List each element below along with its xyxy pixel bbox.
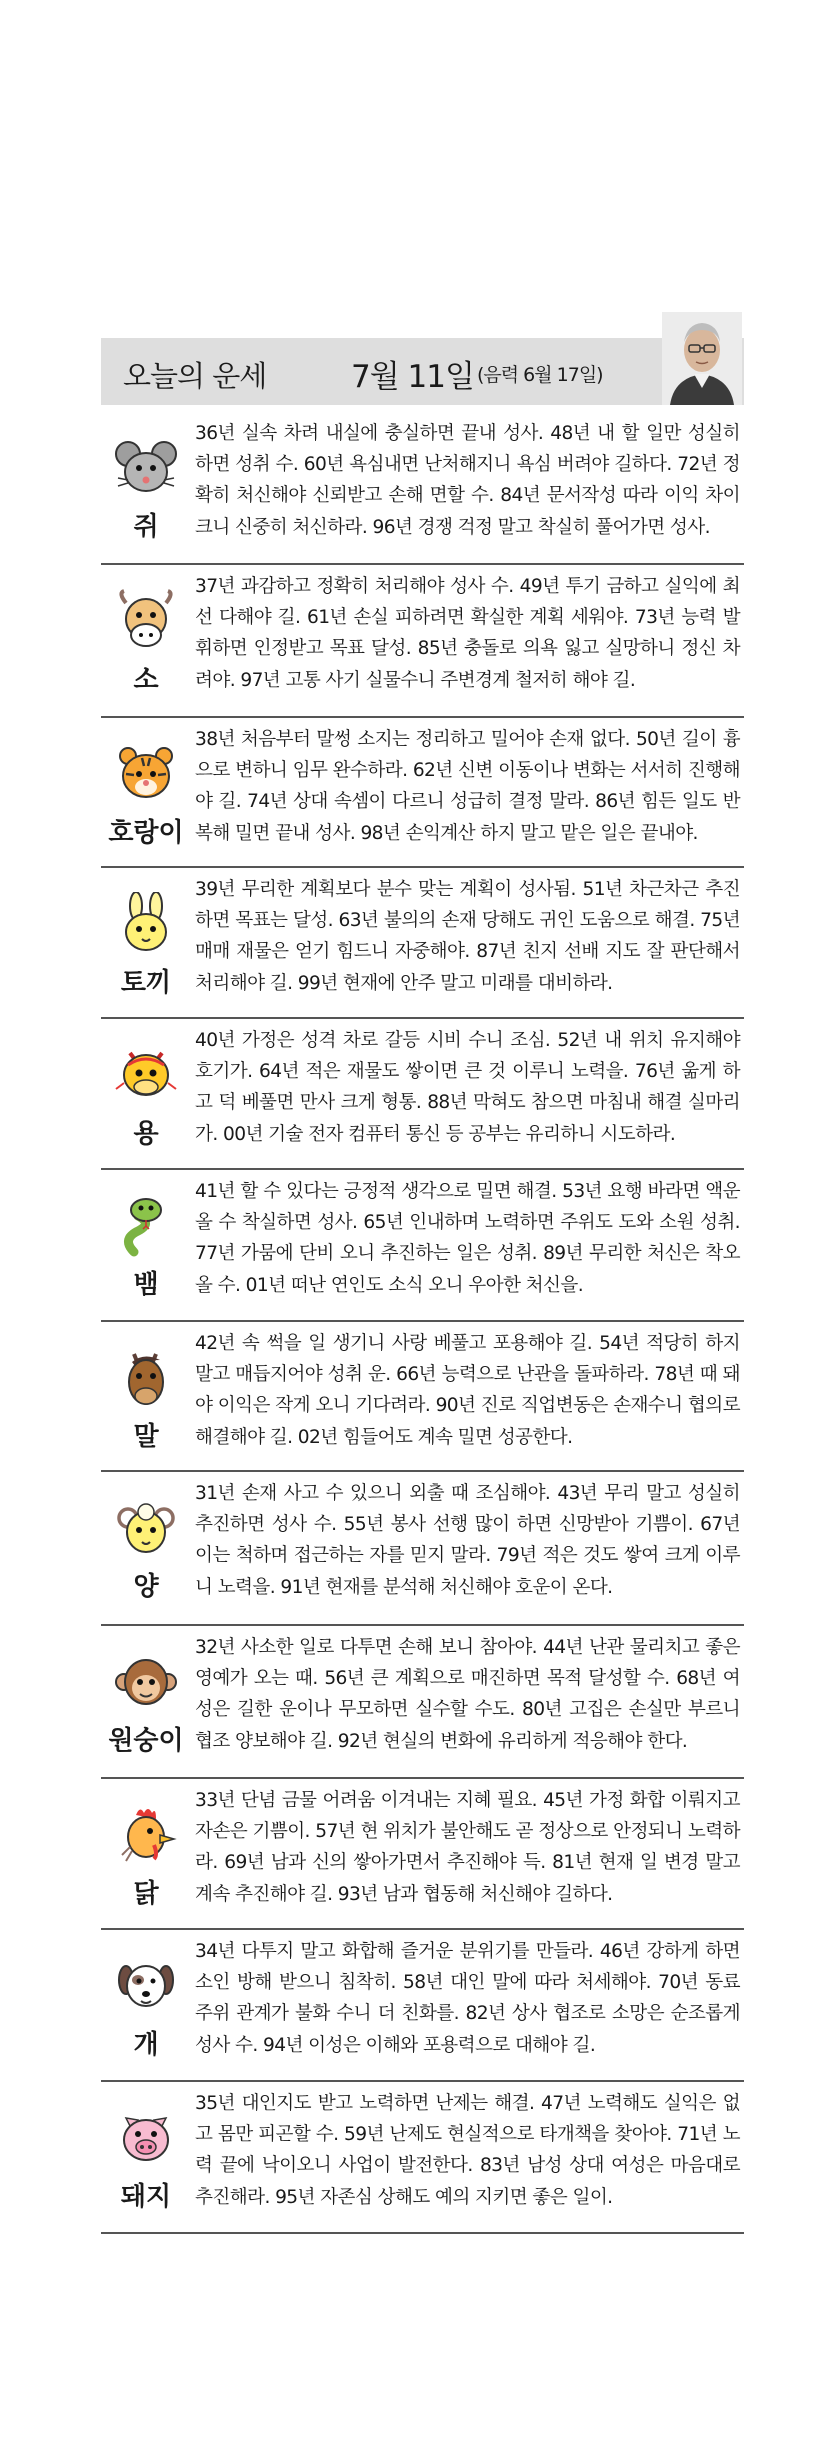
fortune-entry (101, 565, 744, 718)
fortune-entry (101, 868, 744, 1019)
zodiac-animal (101, 868, 191, 1019)
fortune-text: 35년 대인지도 받고 노력하면 난제는 해결. 47년 노력해도 실익은 없고 몸만 피곤할 수. 59년 난제도 현실적으로 타개책을 찾아야. 71년 노력 끝에 낙이오니 사업이 발전한다. 83년 남성 상대 여성은 마음대로 추진해라. 95년 자존심 상해도 예의 지키면 좋은 일이. (195, 2093, 740, 2208)
zodiac-name: 토끼 (120, 968, 172, 998)
fortune-entry (101, 1626, 744, 1779)
zodiac-animal (101, 1626, 191, 1779)
fortune-entry (101, 1170, 744, 1322)
zodiac-name: 원숭이 (108, 1726, 184, 1756)
tiger-icon (114, 742, 178, 806)
zodiac-name: 용 (133, 1119, 159, 1149)
fortune-text: 41년 할 수 있다는 긍정적 생각으로 밀면 해결. 53년 요행 바라면 액운 올 수 착실하면 성사. 65년 인내하며 노력하면 주위도 도와 소원 성취. 77년 가뭄에 단비 오니 추진하는 일은 성취. 89년 무리한 처신은 착오 올 수. 01년 떠난 연인도 소식 오니 우아한 처신을. (195, 1181, 740, 1296)
divider (101, 2232, 744, 2234)
fortune-text: 38년 처음부터 말썽 소지는 정리하고 밀어야 손재 없다. 50년 길이 흉으로 변하니 임무 완수하라. 62년 신변 이동이나 변화는 서서히 진행해야 길. 74년 상대 속셈이 다르니 성급히 결정 말라. 86년 힘든 일도 반복해 밀면 끝내 성사. 98년 손익계산 하지 말고 맡은 일은 끝내야. (195, 729, 740, 844)
zodiac-name: 돼지 (120, 2182, 172, 2212)
dog-icon (114, 1954, 178, 2018)
ox-icon (114, 589, 178, 653)
fortune-text: 40년 가정은 성격 차로 갈등 시비 수니 조심. 52년 내 위치 유지해야 호기가. 64년 적은 재물도 쌓이면 큰 것 이루니 노력을. 76년 욺게 하고 덕 베풀면 만사 크게 형통. 88년 막혀도 참으면 마침내 해결 실마리가. 00년 기술 전자 컴퓨터 통신 등 공부는 유리하니 시도하라. (195, 1030, 740, 1145)
header-title: 오늘의 운세 (123, 359, 267, 393)
zodiac-name: 뱀 (133, 1270, 159, 1300)
sheep-icon (114, 1496, 178, 1560)
fortune-entry (101, 1472, 744, 1626)
fortune-entry (101, 412, 744, 565)
snake-icon (114, 1194, 178, 1258)
rabbit-icon (114, 892, 178, 956)
fortune-entry (101, 1019, 744, 1170)
zodiac-animal (101, 565, 191, 718)
zodiac-animal (101, 1472, 191, 1626)
zodiac-animal (101, 412, 191, 565)
zodiac-name: 양 (133, 1572, 159, 1602)
fortune-header (101, 338, 744, 405)
zodiac-animal (101, 1019, 191, 1170)
monkey-icon (114, 1650, 178, 1714)
fortune-text: 37년 과감하고 정확히 처리해야 성사 수. 49년 투기 금하고 실익에 최선 다해야 길. 61년 손실 피하려면 확실한 계획 세워야. 73년 능력 발휘하면 인정받고 목표 달성. 85년 충돌로 의욕 잃고 실망하니 정신 차려야. 97년 고통 사기 실물수니 주변경계 철저히 해야 길. (195, 576, 740, 691)
zodiac-animal (101, 1779, 191, 1930)
fortune-text: 31년 손재 사고 수 있으니 외출 때 조심해야. 43년 무리 말고 성실히 추진하면 성사 수. 55년 봉사 선행 많이 하면 신망받아 기쁨이. 67년 이는 척하며 접근하는 자를 믿지 말라. 79년 적은 것도 쌓여 크게 이루니 노력을. 91년 현재를 분석해 처신해야 호운이 온다. (195, 1483, 740, 1598)
zodiac-name: 소 (133, 665, 159, 695)
zodiac-animal (101, 1170, 191, 1322)
fortune-text: 34년 다투지 말고 화합해 즐거운 분위기를 만들라. 46년 강하게 하면 소인 방해 받으니 침착히. 58년 대인 말에 따라 처세해야. 70년 동료 주위 관계가 불화 수니 더 친화를. 82년 상사 협조로 소망은 순조롭게 성사 수. 94년 이성은 이해와 포용력으로 대해야 길. (195, 1941, 740, 2056)
fortune-text: 36년 실속 차려 내실에 충실하면 끝내 성사. 48년 내 할 일만 성실히 하면 성취 수. 60년 욕심내면 난처해지니 욕심 버려야 길하다. 72년 정확히 처신해야 신뢰받고 손해 면할 수. 84년 문서작성 따라 이익 차이 크니 신중히 처신하라. 96년 경쟁 걱정 말고 착실히 풀어가면 성사. (195, 423, 740, 538)
zodiac-name: 쥐 (133, 512, 159, 542)
zodiac-name: 호랑이 (108, 818, 184, 848)
fortune-text: 42년 속 썩을 일 생기니 사랑 베풀고 포용해야 길. 54년 적당히 하지 말고 매듭지어야 성취 운. 66년 능력으로 난관을 돌파하라. 78년 때 돼야 이익은 작게 오니 기다려라. 90년 진로 직업변동은 손재수니 협의로 해결해야 길. 02년 힘들어도 계속 밀면 성공한다. (195, 1333, 740, 1448)
zodiac-animal (101, 718, 191, 868)
zodiac-animal (101, 2082, 191, 2234)
fortune-entry (101, 1322, 744, 1472)
zodiac-animal (101, 1930, 191, 2082)
horse-icon (114, 1346, 178, 1410)
header-lunar-date: (음력 6월 17일) (477, 364, 603, 386)
rat-icon (114, 436, 178, 500)
zodiac-name: 개 (133, 2030, 159, 2060)
fortune-text: 39년 무리한 계획보다 분수 맞는 계획이 성사됨. 51년 차근차근 추진하면 목표는 달성. 63년 불의의 손재 당해도 귀인 도움으로 해결. 75년 매매 재물은 얻기 힘드니 자중해야. 87년 친지 선배 지도 잘 판단해서 처리해야 길. 99년 현재에 안주 말고 미래를 대비하라. (195, 879, 740, 994)
zodiac-animal (101, 1322, 191, 1472)
fortune-entry (101, 2082, 744, 2234)
zodiac-name: 닭 (133, 1879, 159, 1909)
pig-icon (114, 2106, 178, 2170)
fortune-entry (101, 718, 744, 868)
fortune-text: 33년 단념 금물 어려움 이겨내는 지혜 필요. 45년 가정 화합 이뤄지고 자손은 기쁨이. 57년 현 위치가 불안해도 곧 정상으로 안정되니 노력하라. 69년 남과 신의 쌓아가면서 추진해야 득. 81년 현재 일 변경 말고 계속 추진해야 길. 93년 남과 협동해 처신해야 길하다. (195, 1790, 740, 1905)
fortune-entry (101, 1930, 744, 2082)
zodiac-name: 말 (133, 1422, 159, 1452)
fortune-entry (101, 1779, 744, 1930)
rooster-icon (114, 1803, 178, 1867)
dragon-icon (114, 1043, 178, 1107)
fortune-text: 32년 사소한 일로 다투면 손해 보니 참아야. 44년 난관 물리치고 좋은 영예가 오는 때. 56년 큰 계획으로 매진하면 목적 달성할 수. 68년 여성은 길한 운이나 무모하면 실수할 수도. 80년 고집은 손실만 부르니 협조 양보해야 길. 92년 현실의 변화에 유리하게 적응해야 한다. (195, 1637, 740, 1752)
author-portrait (662, 312, 742, 405)
header-date: 7월 11일 (351, 359, 474, 395)
